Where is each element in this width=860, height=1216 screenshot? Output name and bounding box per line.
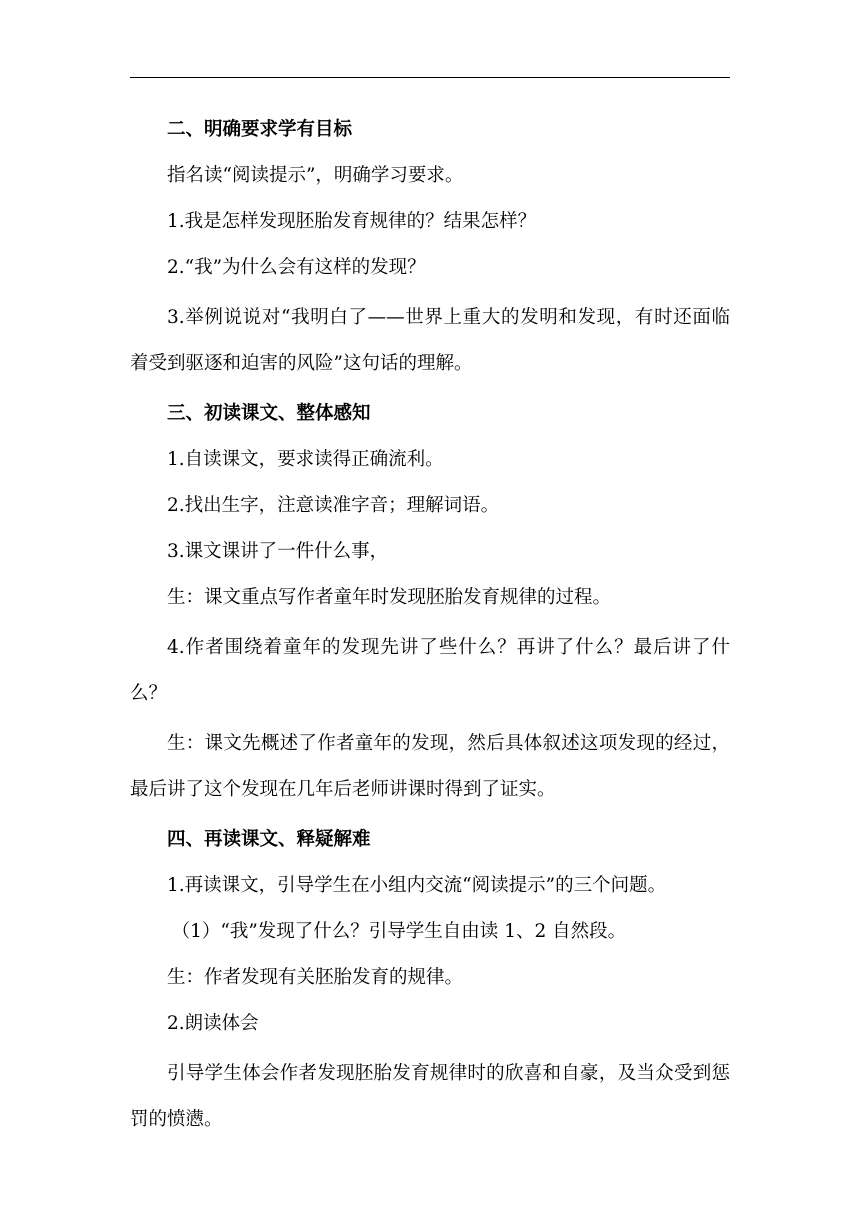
- section-heading: 四、再读课文、释疑解难: [167, 829, 371, 850]
- paragraph: 指名读“阅读提示”，明确学习要求。: [167, 165, 464, 186]
- paragraph: 3.举例说说对“我明白了——世界上重大的发明和发现，有时还面临着受到驱逐和迫害的风险”这句话的理解。: [130, 307, 730, 374]
- paragraph: 1.我是怎样发现胚胎发育规律的？结果怎样？: [167, 211, 537, 232]
- section-heading: 三、初读课文、整体感知: [167, 403, 371, 424]
- paragraph: 生：课文先概述了作者童年的发现，然后具体叙述这项发现的经过，最后讲了这个发现在几年后老师讲课时得到了证实。: [130, 733, 730, 800]
- paragraph: 3.课文课讲了一件什么事，: [167, 541, 389, 562]
- paragraph: （1）“我”发现了什么？引导学生自由读 1、2 自然段。: [171, 921, 627, 942]
- paragraph: 2.找出生字，注意读准字音；理解词语。: [167, 495, 500, 516]
- paragraph: 1.自读课文，要求读得正确流利。: [167, 449, 444, 470]
- paragraph: 引导学生体会作者发现胚胎发育规律时的欣喜和自豪，及当众受到惩罚的愤懑。: [130, 1063, 730, 1130]
- paragraph: 生：课文重点写作者童年时发现胚胎发育规律的过程。: [167, 587, 612, 608]
- paragraph: 4.作者围绕着童年的发现先讲了些什么？再讲了什么？最后讲了什么？: [130, 637, 730, 704]
- paragraph: 2.朗读体会: [167, 1013, 259, 1034]
- paragraph: 1.再读课文，引导学生在小组内交流“阅读提示”的三个问题。: [167, 875, 667, 896]
- paragraph: 2.“我”为什么会有这样的发现？: [167, 257, 426, 278]
- section-heading: 二、明确要求学有目标: [167, 119, 353, 140]
- header-rule: [130, 77, 730, 78]
- document-body: [130, 111, 730, 1143]
- paragraph: 生：作者发现有关胚胎发育的规律。: [167, 967, 464, 988]
